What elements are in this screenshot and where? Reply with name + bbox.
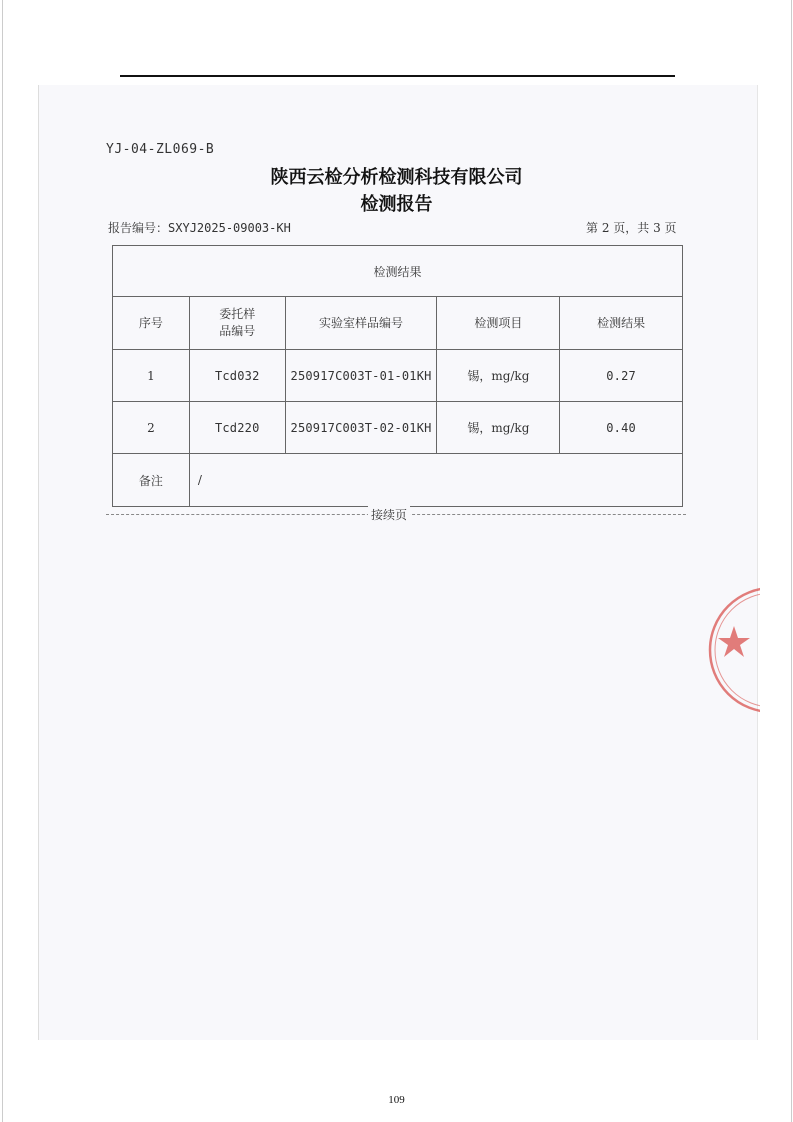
note-label: 备注 [113, 454, 190, 507]
table-header-row [113, 297, 683, 350]
report-number-value: SXYJ2025-09003-KH [168, 221, 291, 235]
page-number: 109 [388, 1094, 405, 1106]
report-number-label: 报告编号： [108, 221, 169, 235]
cell-item: 锡，mg/kg [437, 402, 560, 454]
report-number [108, 219, 291, 236]
note-value: / [189, 454, 682, 507]
seal-graphic [700, 580, 760, 720]
col-header-result: 检测结果 [560, 297, 683, 350]
cell-item: 锡，mg/kg [437, 350, 560, 402]
top-rule [120, 75, 675, 77]
continuation-label: 接续页 [368, 506, 410, 523]
col-header-seq: 序号 [113, 297, 190, 350]
cell-client-id: Tcd220 [189, 402, 285, 454]
inspection-seal [700, 580, 760, 720]
note-row [113, 454, 683, 507]
table-row [113, 350, 683, 402]
col-header-client-id-line1: 委托样 [219, 307, 256, 321]
col-header-client-id-line2: 品编号 [219, 324, 256, 338]
cell-seq: 1 [113, 350, 190, 402]
cell-result: 0.27 [560, 350, 683, 402]
page-info: 第 2 页，共 3 页 [586, 221, 677, 235]
cell-result: 0.40 [560, 402, 683, 454]
report-title: 检测报告 [360, 194, 433, 215]
document-code: YJ-04-ZL069-B [106, 142, 215, 157]
results-table [112, 245, 683, 507]
col-header-client-id [189, 297, 285, 350]
cell-client-id: Tcd032 [189, 350, 285, 402]
cell-lab-id: 250917C003T-02-01KH [285, 402, 437, 454]
table-title: 检测结果 [113, 246, 683, 297]
col-header-lab-id: 实验室样品编号 [285, 297, 437, 350]
cell-lab-id: 250917C003T-01-01KH [285, 350, 437, 402]
table-row [113, 402, 683, 454]
cell-seq: 2 [113, 402, 190, 454]
col-header-item: 检测项目 [437, 297, 560, 350]
company-name: 陕西云检分析检测科技有限公司 [270, 167, 523, 188]
